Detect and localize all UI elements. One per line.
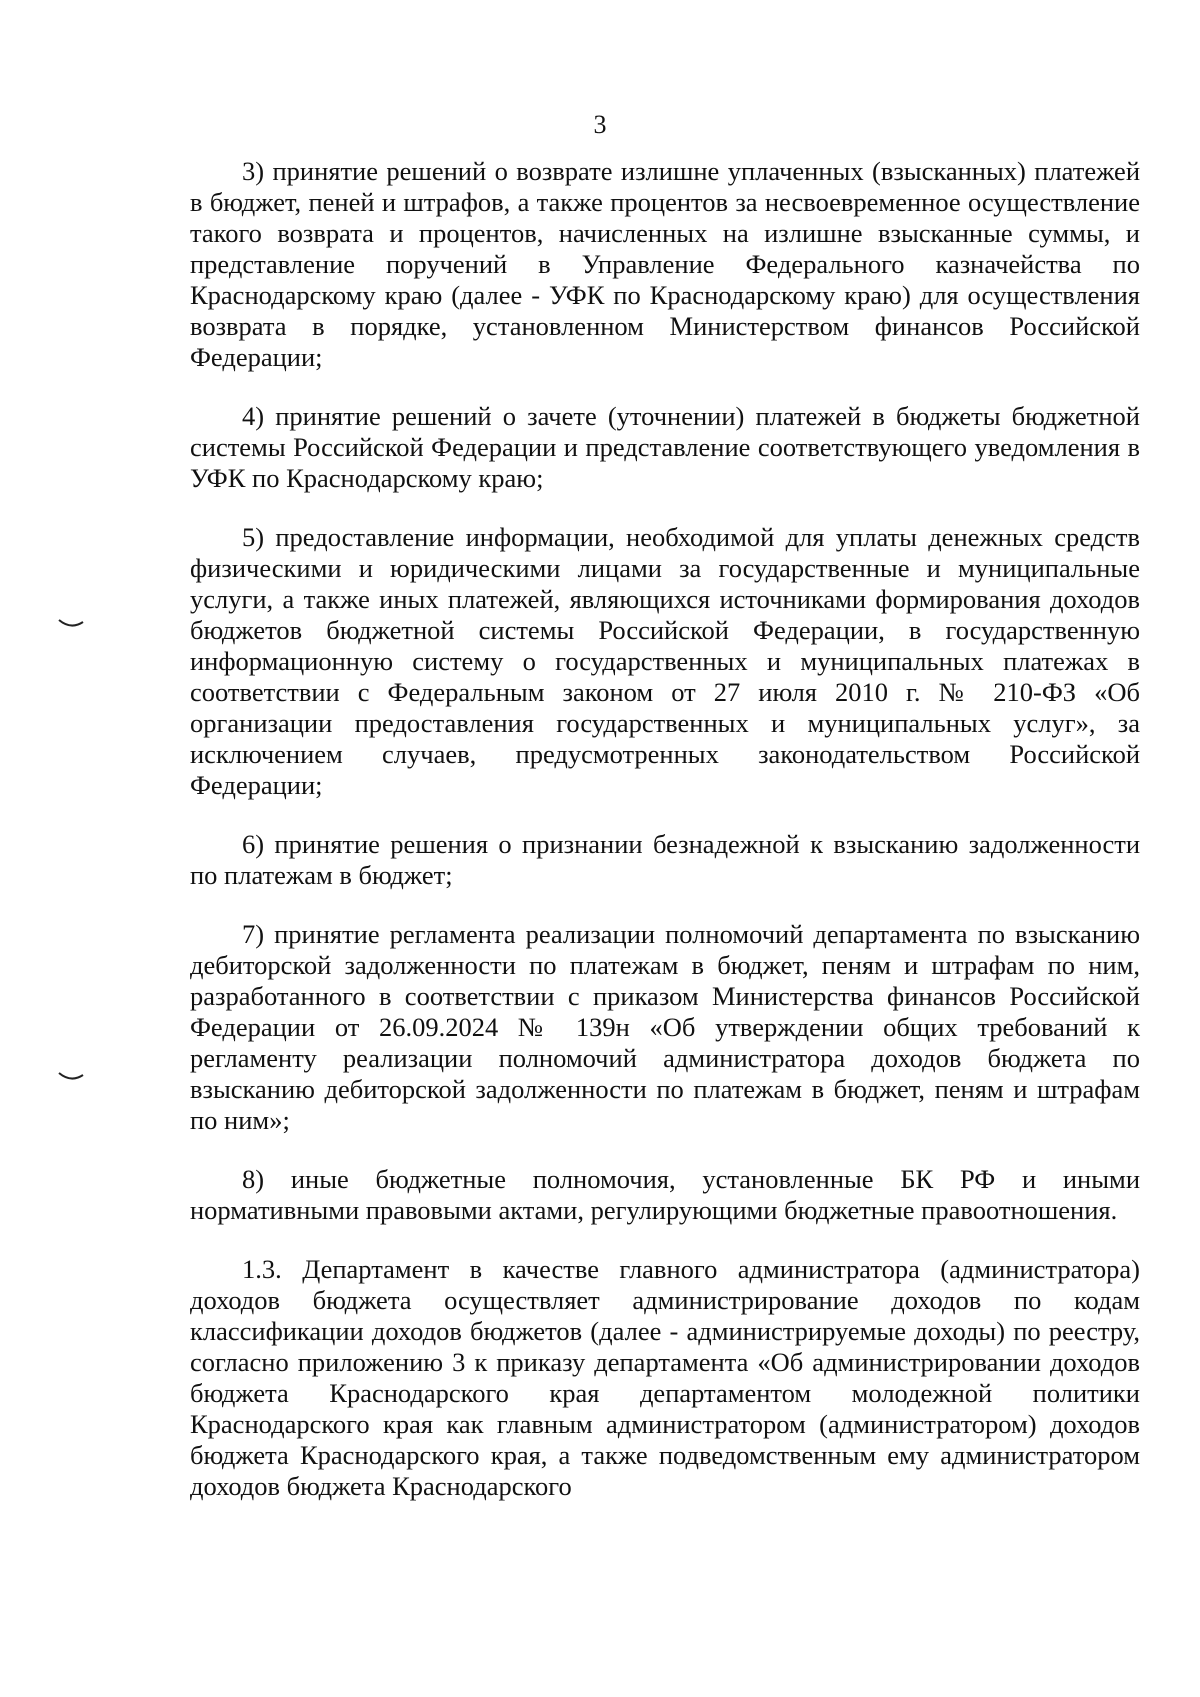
page-number: 3 (593, 110, 607, 139)
paragraph-item-8: 8) иные бюджетные полномочия, установленные БК РФ и иными нормативными правовыми актами, регулирующими бюджетные правоотношения. (190, 1164, 1140, 1225)
paragraph-item-3: 3) принятие решений о возврате излишне уплаченных (взысканных) платежей в бюджет, пеней и штрафов, а также процентов за несвоевременное осуществление такого возврата и процентов, начисленных на излишне взысканные суммы, и представление поручений в Управление Федерального казначейства по Краснодарскому краю (далее - УФК по Краснодарскому краю) для осуществления возврата в порядке, установленном Министерством финансов Российской Федерации; (190, 156, 1140, 372)
hole-punch-mark-top (58, 618, 84, 630)
paragraph-item-6: 6) принятие решения о признании безнадежной к взысканию задолженности по платежам в бюджет; (190, 829, 1140, 890)
paragraph-item-7: 7) принятие регламента реализации полномочий департамента по взысканию дебиторской задолженности по платежам в бюджет, пеням и штрафам по ним, разработанного в соответствии с приказом Министерства финансов Российской Федерации от 26.09.2024 № 139н «Об утверждении общих требований к регламенту реализации полномочий администратора доходов бюджета по взысканию дебиторской задолженности по платежам в бюджет, пеням и штрафам по ним»; (190, 919, 1140, 1135)
paragraph-section-1-3: 1.3. Департамент в качестве главного администратора (администратора) доходов бюджета осуществляет администрирование доходов по кодам классификации доходов бюджетов (далее - администрируемые доходы) по реестру, согласно приложению 3 к приказу департамента «Об администрировании доходов бюджета Краснодарского края департаментом молодежной политики Краснодарского края как главным администратором (администратором) доходов бюджета Краснодарского края, а также подведомственным ему администратором доходов бюджета Краснодарского (190, 1254, 1140, 1501)
paragraph-item-4: 4) принятие решений о зачете (уточнении) платежей в бюджеты бюджетной системы Российской Федерации и представление соответствующего уведомления в УФК по Краснодарскому краю; (190, 401, 1140, 493)
document-body (190, 156, 1140, 1528)
hole-punch-mark-bottom (58, 1071, 84, 1083)
paragraph-item-5: 5) предоставление информации, необходимой для уплаты денежных средств физическими и юридическими лицами за государственные и муниципальные услуги, а также иных платежей, являющихся источниками формирования доходов бюджетов бюджетной системы Российской Федерации, в государственную информационную систему о государственных и муниципальных платежах в соответствии с Федеральным законом от 27 июля 2010 г. № 210-ФЗ «Об организации предоставления государственных и муниципальных услуг», за исключением случаев, предусмотренных законодательством Российской Федерации; (190, 522, 1140, 800)
